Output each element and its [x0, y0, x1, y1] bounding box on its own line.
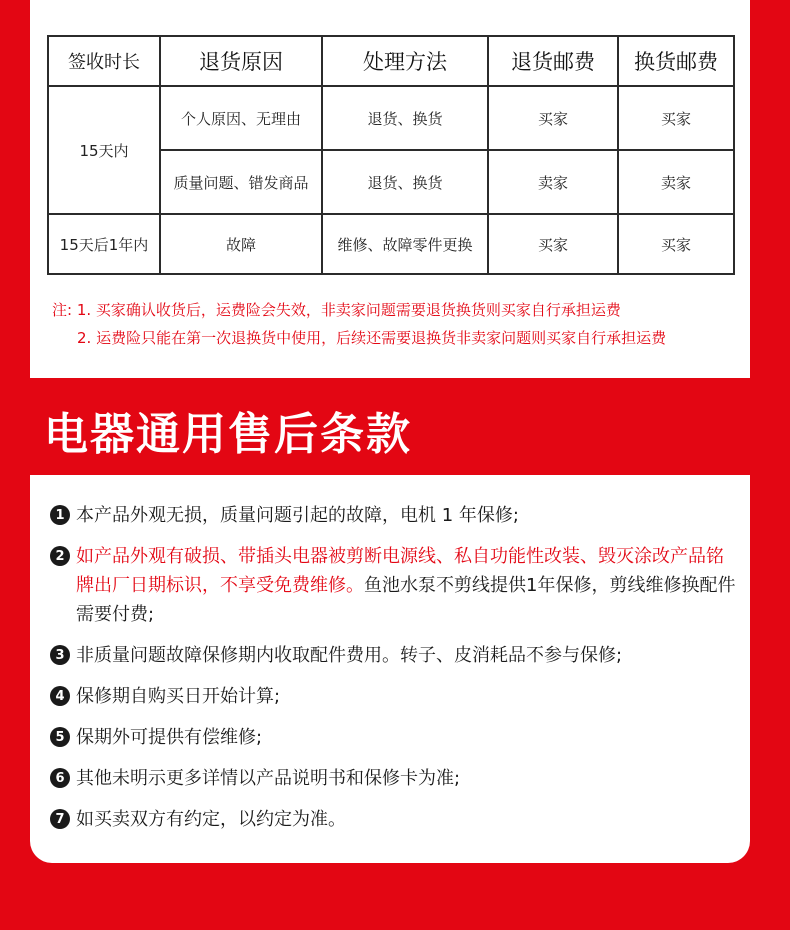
reason-cell: 故障 — [160, 214, 322, 274]
header-exchange-fee: 换货邮费 — [618, 36, 734, 86]
number-badge-icon: 1 — [50, 505, 70, 525]
clause-text — [76, 542, 740, 629]
clause-text: 其他未明示更多详情以产品说明书和保修卡为准; — [76, 768, 461, 789]
clause-extra-text: 鱼池水泵不剪线提供1年保修，剪线维修换配件需要付费; — [76, 575, 736, 625]
clause-text: 保期外可提供有偿维修; — [76, 727, 263, 748]
policy-card — [30, 0, 750, 378]
method-cell: 退货、换货 — [322, 86, 488, 150]
return-fee-cell: 买家 — [488, 86, 618, 150]
reason-cell: 个人原因、无理由 — [160, 86, 322, 150]
clause-item — [50, 682, 740, 711]
exchange-fee-cell: 买家 — [618, 214, 734, 274]
header-return-fee: 退货邮费 — [488, 36, 618, 86]
number-badge-icon: 4 — [50, 686, 70, 706]
clause-text: 本产品外观无损，质量问题引起的故障，电机 1 年保修; — [76, 505, 519, 526]
return-fee-cell: 买家 — [488, 214, 618, 274]
clause-item — [50, 764, 740, 793]
header-handling-method: 处理方法 — [322, 36, 488, 86]
clause-text: 保修期自购买日开始计算; — [76, 686, 281, 707]
clause-warning-text: 如产品外观有破损、带插头电器被剪断电源线、私自功能性改装、毁灭涂改产品铭牌出厂日期标识，不享受免费维修。 — [76, 546, 724, 596]
period-cell: 15天内 — [48, 86, 160, 214]
table-row — [48, 86, 734, 150]
exchange-fee-cell: 卖家 — [618, 150, 734, 214]
header-sign-period: 签收时长 — [48, 36, 160, 86]
reason-cell: 质量问题、错发商品 — [160, 150, 322, 214]
return-fee-cell: 卖家 — [488, 150, 618, 214]
number-badge-icon: 6 — [50, 768, 70, 788]
table-row — [48, 214, 734, 274]
note-line-2: 2. 运费险只能在第一次退换货中使用，后续还需要退换货非卖家问题则买家自行承担运费 — [77, 329, 667, 347]
return-policy-table — [47, 35, 735, 275]
number-badge-icon: 2 — [50, 546, 70, 566]
clause-text: 非质量问题故障保修期内收取配件费用。转子、皮消耗品不参与保修; — [76, 645, 623, 666]
number-badge-icon: 3 — [50, 645, 70, 665]
table-header-row — [48, 36, 734, 86]
method-cell: 维修、故障零件更换 — [322, 214, 488, 274]
clause-item — [50, 723, 740, 752]
clause-list — [50, 501, 740, 846]
number-badge-icon: 5 — [50, 727, 70, 747]
exchange-fee-cell: 买家 — [618, 86, 734, 150]
clause-item — [50, 542, 740, 629]
clause-text: 如买卖双方有约定，以约定为准。 — [76, 809, 346, 830]
note-line-1: 注: 1. 买家确认收货后，运费险会失效，非卖家问题需要退货换货则买家自行承担运费 — [52, 301, 621, 319]
clause-item — [50, 641, 740, 670]
number-badge-icon: 7 — [50, 809, 70, 829]
terms-card — [30, 475, 750, 863]
shipping-notes — [52, 296, 666, 352]
period-cell: 15天后1年内 — [48, 214, 160, 274]
clause-item — [50, 805, 740, 834]
section-title: 电器通用售后条款 — [44, 409, 412, 460]
clause-item — [50, 501, 740, 530]
header-return-reason: 退货原因 — [160, 36, 322, 86]
method-cell: 退货、换货 — [322, 150, 488, 214]
